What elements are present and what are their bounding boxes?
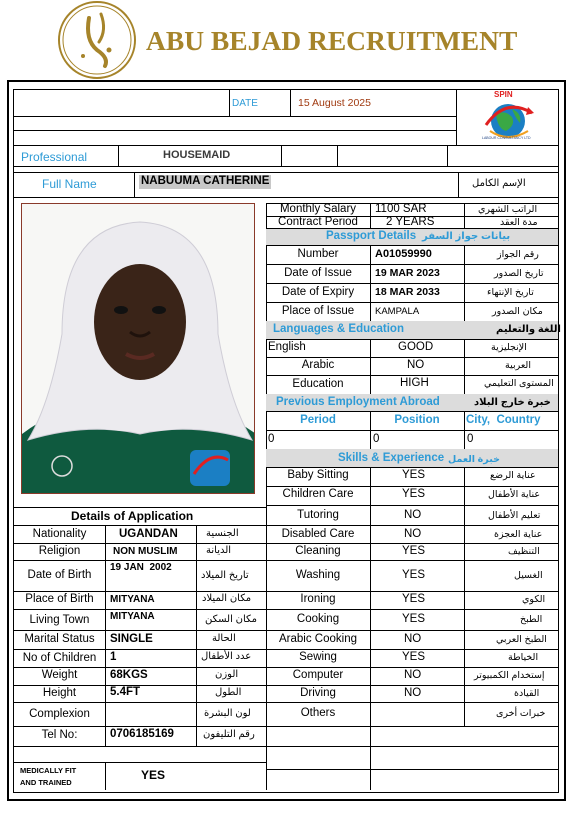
full-name-label-ar: الإسم الكامل <box>472 178 526 189</box>
row-label-ar: مكان السكن <box>205 614 257 625</box>
row-label-ar: تاريخ الإنتهاء <box>487 287 534 298</box>
employment-col-city-country: City, Country <box>466 414 541 426</box>
row-value: 19 MAR 2023 <box>375 267 440 279</box>
row-label-ar: عناية العجزة <box>494 529 543 540</box>
contract-value: 2 YEARS <box>386 216 435 228</box>
row-label: Date of Expiry <box>281 286 355 298</box>
row-label: Arabic Cooking <box>279 633 357 645</box>
row-value: YES <box>402 469 426 481</box>
row-value: 68KGS <box>110 669 148 681</box>
row-label: Baby Sitting <box>287 469 349 481</box>
spin-logo <box>476 91 540 143</box>
row-value: 18 MAR 2033 <box>375 286 440 298</box>
row-label: Number <box>297 248 339 260</box>
employment-col-position: Position <box>394 414 440 426</box>
row-value: 1 <box>110 651 117 663</box>
row-value: 0706185169 <box>110 728 174 740</box>
row-label-ar: الخياطة <box>508 652 539 663</box>
row-label: Ironing <box>300 593 336 605</box>
row-label-ar: الطبخ العربي <box>496 634 547 645</box>
row-label-ar: إستخدام الكمبيوتر <box>474 670 545 681</box>
row-label-ar: الكوي <box>522 594 546 605</box>
row-value: KAMPALA <box>375 306 420 317</box>
row-value: YES <box>402 593 426 605</box>
row-label-ar: العربية <box>505 360 531 371</box>
row-label-ar: القيادة <box>514 688 540 699</box>
employment-period-value: 0 <box>268 433 275 445</box>
row-value: 5.4FT <box>110 686 141 698</box>
row-label-ar: مكان الصدور <box>492 306 543 317</box>
row-label: Cleaning <box>295 545 341 557</box>
row-value: NON MUSLIM <box>113 546 178 557</box>
medical-label-line2: AND TRAINED <box>20 778 72 787</box>
languages-title: Languages & Education <box>273 323 404 335</box>
row-label: Cooking <box>296 613 340 625</box>
row-label: Date of Issue <box>284 267 352 279</box>
spin-logo-text: SPIN <box>494 90 513 99</box>
date-label: DATE <box>232 98 258 109</box>
row-label: Religion <box>38 545 81 557</box>
contract-label-ar: مدة العقد <box>500 217 538 228</box>
row-label-ar: الوزن <box>215 669 239 680</box>
row-label: No of Children <box>22 652 97 664</box>
medical-label-line1: MEDICALLY FIT <box>20 766 77 775</box>
row-label-ar: الإنجليزية <box>491 342 527 353</box>
row-label-ar: تعليم الأطفال <box>488 510 541 521</box>
row-label: Marital Status <box>24 633 95 645</box>
professional-value: HOUSEMAID <box>163 149 231 161</box>
row-value: YES <box>402 613 426 625</box>
row-label-ar: مكان الميلاد <box>202 593 252 604</box>
row-value: SINGLE <box>110 633 153 645</box>
passport-title: Passport Details <box>326 230 417 242</box>
row-label: Computer <box>292 669 344 681</box>
row-label: Place of Issue <box>281 305 355 317</box>
row-label: Place of Birth <box>25 593 94 605</box>
row-value: MITYANA <box>110 611 155 622</box>
row-label: Education <box>292 378 344 390</box>
row-label: Arabic <box>301 359 335 371</box>
row-label-ar: الحالة <box>212 633 236 644</box>
row-label-ar: الغسيل <box>514 570 543 581</box>
row-label-ar: لون البشرة <box>204 708 251 719</box>
medical-value: YES <box>141 768 166 782</box>
row-value: NO <box>404 633 422 645</box>
employment-title-ar: خبرة خارج البلاد <box>474 397 551 408</box>
row-value: NO <box>404 509 422 521</box>
employment-country-value: 0 <box>467 433 474 445</box>
professional-label: Professional <box>21 150 88 164</box>
row-label-ar: رقم الجواز <box>497 249 539 260</box>
row-label-ar: رقم التليفون <box>203 729 255 740</box>
application-title: Details of Application <box>71 509 194 523</box>
spin-logo-subtext: LABOUR CONSULTANCY LTD <box>482 136 531 140</box>
employment-position-value: 0 <box>373 433 380 445</box>
row-value: NO <box>404 528 422 540</box>
full-name-value: NABUUMA CATHERINE <box>141 175 270 187</box>
row-label-ar: الجنسية <box>206 528 239 539</box>
row-label-ar: الطول <box>215 687 242 698</box>
passport-title-ar: بيانات جواز السفر <box>422 231 511 242</box>
salary-value: 1100 SAR <box>375 203 427 215</box>
row-value: UGANDAN <box>119 528 178 540</box>
row-label: Children Care <box>282 488 354 500</box>
row-value: NO <box>404 687 422 699</box>
row-label-ar: التنظيف <box>508 546 540 557</box>
row-label-ar: عناية الرضع <box>490 470 536 481</box>
full-name-label: Full Name <box>42 177 97 191</box>
row-value: 19 JAN 2002 <box>110 562 172 573</box>
row-value: HIGH <box>400 377 429 389</box>
row-label: Disabled Care <box>281 528 355 540</box>
row-label: Others <box>300 707 336 719</box>
row-label-ar: الديانة <box>206 545 232 556</box>
row-label: Driving <box>300 687 336 699</box>
row-label-ar: الطبخ <box>520 614 543 625</box>
salary-label: Monthly Salary <box>279 203 357 215</box>
row-value: YES <box>402 651 426 663</box>
row-value: A01059990 <box>375 248 432 260</box>
skills-title: Skills & Experience <box>338 452 445 464</box>
row-label: Complexion <box>29 708 90 720</box>
row-value: YES <box>402 569 426 581</box>
company-name: ABU BEJAD RECRUITMENT <box>146 25 518 56</box>
row-label-ar: عدد الأطفال <box>201 651 252 662</box>
row-value: GOOD <box>398 341 434 353</box>
row-label: Washing <box>295 569 341 581</box>
row-value: NO <box>407 359 425 371</box>
row-label-ar: خبرات أخرى <box>496 708 546 719</box>
languages-title-ar: اللغة والتعليم <box>496 324 561 335</box>
row-value: NO <box>404 669 422 681</box>
row-label: Tutoring <box>297 509 339 521</box>
row-label: Living Town <box>29 614 90 626</box>
salary-label-ar: الراتب الشهري <box>478 204 538 215</box>
row-label: Sewing <box>299 651 337 663</box>
row-label-ar: عناية الأطفال <box>488 489 541 500</box>
row-value: YES <box>402 545 426 557</box>
date-value: 15 August 2025 <box>298 97 371 109</box>
row-label: Weight <box>41 669 78 681</box>
row-label-ar: المستوى التعليمي <box>484 378 554 389</box>
employment-title: Previous Employment Abroad <box>276 396 440 408</box>
row-label: Height <box>42 687 77 699</box>
row-label: English <box>268 341 306 353</box>
contract-label: Contract Period <box>278 216 358 228</box>
row-value: MITYANA <box>110 594 155 605</box>
candidate-photo <box>21 203 255 494</box>
row-label-ar: تاريخ الميلاد <box>201 570 249 581</box>
row-label: Date of Birth <box>27 569 92 581</box>
row-label-ar: تاريخ الصدور <box>494 268 544 279</box>
row-label: Nationality <box>32 528 87 540</box>
employment-col-period: Period <box>300 414 336 426</box>
company-logo <box>55 0 139 80</box>
skills-title-ar: خبرة العمل <box>448 454 500 465</box>
row-label: Tel No: <box>41 729 78 741</box>
row-value: YES <box>402 488 426 500</box>
